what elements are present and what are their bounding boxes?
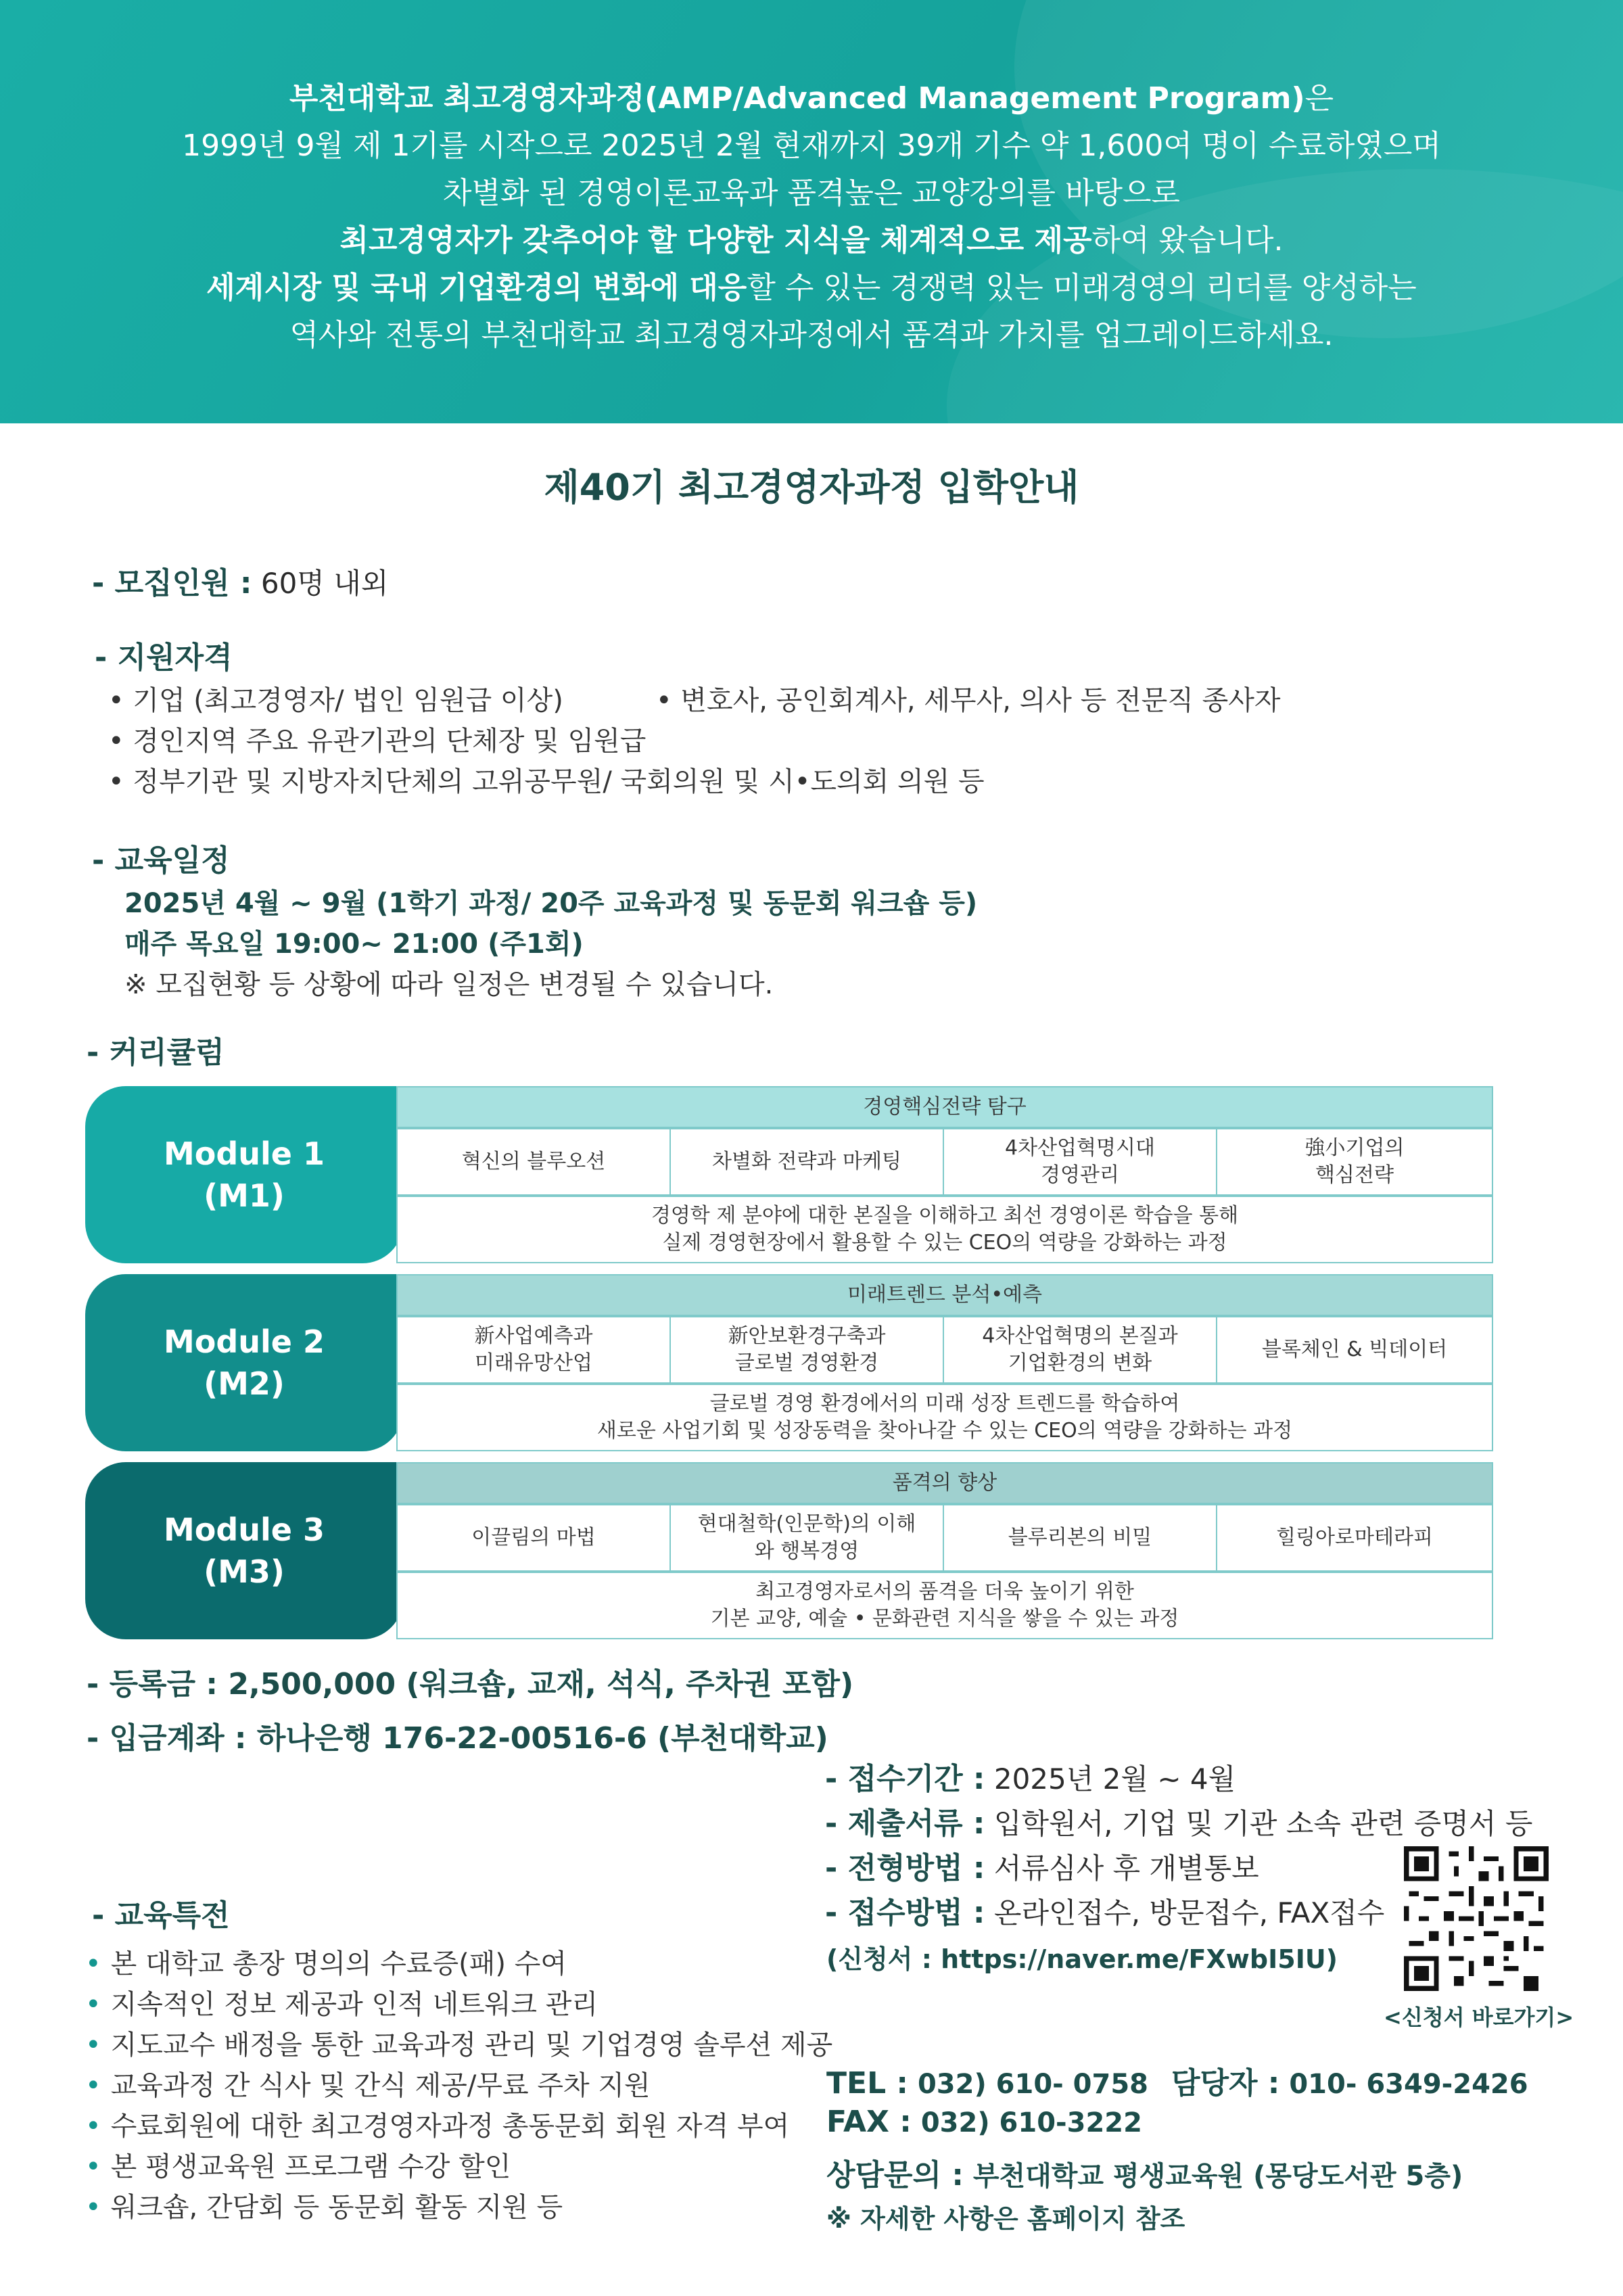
qr-caption: <신청서 바로가기> (1384, 2005, 1574, 2030)
benefit-item: • 지도교수 배정을 통한 교육과정 관리 및 기업경영 솔루션 제공 (85, 2030, 833, 2061)
module-1-course: 強小기업의 핵심전략 (1216, 1128, 1493, 1196)
module-2-course: 블록체인 & 빅데이터 (1216, 1316, 1493, 1384)
selection-method: - 전형방법 : 서류심사 후 개별통보 (825, 1851, 1259, 1885)
module-3-course: 이끌림의 마법 (396, 1504, 671, 1572)
intro-line-6: 역사와 전통의 부천대학교 최고경영자과정에서 품격과 가치를 업그레이드하세요. (289, 318, 1334, 352)
bank-account: - 입금계좌 : 하나은행 176-22-00516-6 (부천대학교) (87, 1721, 828, 1756)
module-3-course: 힐링아로마테라피 (1216, 1504, 1493, 1572)
eligibility-item: • 경인지역 주요 유관기관의 단체장 및 임원급 (108, 726, 646, 757)
module-1-course: 4차산업혁명시대 경영관리 (943, 1128, 1217, 1196)
required-documents: - 제출서류 : 입학원서, 기업 및 기관 소속 관련 증명서 등 (825, 1806, 1533, 1841)
module-1-table (396, 1086, 1492, 1265)
schedule-period: 2025년 4월 ~ 9월 (1학기 과정/ 20주 교육과정 및 동문회 워크숍 등) (124, 888, 978, 919)
intro-line-4: 최고경영자가 갖추어야 할 다양한 지식을 체계적으로 제공하여 왔습니다. (339, 223, 1284, 258)
application-form-link[interactable]: (신청서 : https://naver.me/FXwbI5IU) (826, 1944, 1338, 1974)
schedule-note: ※ 모집현황 등 상황에 따라 일정은 변경될 수 있습니다. (124, 969, 774, 1000)
eligibility-item: • 정부기관 및 지방자치단체의 고위공무원/ 국회의원 및 시•도의회 의원 등 (108, 766, 985, 797)
eligibility-item: • 기업 (최고경영자/ 법인 임원급 이상) (108, 685, 563, 716)
qr-code[interactable] (1404, 1846, 1549, 1991)
homepage-note: ※ 자세한 사항은 홈페이지 참조 (826, 2204, 1185, 2234)
module-3-table (396, 1462, 1492, 1641)
module-3-course: 블루리본의 비밀 (943, 1504, 1217, 1572)
module-2-theme: 미래트렌드 분석•예측 (396, 1274, 1493, 1316)
intro-line-5: 세계시장 및 국내 기업환경의 변화에 대응할 수 있는 경쟁력 있는 미래경영의 리더를 양성하는 (206, 271, 1417, 305)
tuition-fee: - 등록금 : 2,500,000 (워크숍, 교재, 석식, 주차권 포함) (87, 1667, 854, 1702)
module-3-description: 최고경영자로서의 품격을 더욱 높이기 위한 기본 교양, 예술 • 문화관련 지식을 쌓을 수 있는 과정 (396, 1572, 1493, 1639)
schedule-time: 매주 목요일 19:00~ 21:00 (주1회) (124, 929, 584, 960)
application-method: - 접수방법 : 온라인접수, 방문접수, FAX접수 (825, 1896, 1385, 1930)
module-2-course: 4차산업혁명의 본질과 기업환경의 변화 (943, 1316, 1217, 1384)
module-2-tab: Module 2 (M2) (85, 1274, 403, 1451)
recruit-count: - 모집인원 : 60명 내외 (92, 566, 389, 601)
module-3-theme: 품격의 향상 (396, 1462, 1493, 1504)
benefit-item: • 본 평생교육원 프로그램 수강 할인 (85, 2151, 511, 2182)
module-2-table (396, 1274, 1492, 1453)
eligibility-heading: - 지원자격 (95, 640, 233, 675)
intro-line-1: 부천대학교 최고경영자과정(AMP/Advanced Management Program)은 (289, 81, 1334, 116)
module-1-tab: Module 1 (M1) (85, 1086, 403, 1263)
intro-line-3: 차별화 된 경영이론교육과 품격높은 교양강의를 바탕으로 (442, 176, 1181, 210)
page-title: 제40기 최고경영자과정 입학안내 (544, 466, 1079, 509)
benefit-item: • 본 대학교 총장 명의의 수료증(패) 수여 (85, 1948, 567, 1979)
module-1-course: 혁신의 블루오션 (396, 1128, 671, 1196)
module-1-theme: 경영핵심전략 탐구 (396, 1086, 1493, 1128)
module-3-course: 현대철학(인문학)의 이해 와 행복경영 (669, 1504, 944, 1572)
contact-consultation: 상담문의 : 부천대학교 평생교육원 (몽당도서관 5층) (826, 2158, 1463, 2193)
benefit-item: • 수료회원에 대한 최고경영자과정 총동문회 회원 자격 부여 (85, 2111, 790, 2142)
module-2-course: 新사업예측과 미래유망산업 (396, 1316, 671, 1384)
benefits-heading: - 교육특전 (92, 1898, 230, 1933)
eligibility-item: • 변호사, 공인회계사, 세무사, 의사 등 전문직 종사자 (656, 685, 1281, 716)
contact-phone: TEL : 032) 610- 0758 담당자 : 010- 6349-2426 (826, 2066, 1528, 2101)
contact-fax: FAX : 032) 610-3222 (826, 2105, 1142, 2139)
intro-line-2: 1999년 9월 제 1기를 시작으로 2025년 2월 현재까지 39개 기수 약 1,600여 명이 수료하였으며 (182, 128, 1441, 163)
module-2-description: 글로벌 경영 환경에서의 미래 성장 트렌드를 학습하여 새로운 사업기회 및 성장동력을 찾아나갈 수 있는 CEO의 역량을 강화하는 과정 (396, 1384, 1493, 1451)
curriculum-heading: - 커리큘럼 (87, 1035, 225, 1070)
benefit-item: • 지속적인 정보 제공과 인적 네트워크 관리 (85, 1989, 598, 2020)
module-1-description: 경영학 제 분야에 대한 본질을 이해하고 최선 경영이론 학습을 통해 실제 경영현장에서 활용할 수 있는 CEO의 역량을 강화하는 과정 (396, 1196, 1493, 1263)
benefit-item: • 워크숍, 간담회 등 동문회 활동 지원 등 (85, 2192, 563, 2223)
schedule-heading: - 교육일정 (92, 843, 230, 878)
module-1-course: 차별화 전략과 마케팅 (669, 1128, 944, 1196)
module-3-tab: Module 3 (M3) (85, 1462, 403, 1639)
benefit-item: • 교육과정 간 식사 및 간식 제공/무료 주차 지원 (85, 2070, 651, 2101)
module-2-course: 新안보환경구축과 글로벌 경영환경 (669, 1316, 944, 1384)
intro-banner (0, 0, 1623, 423)
application-period: - 접수기간 : 2025년 2월 ~ 4월 (825, 1762, 1236, 1796)
